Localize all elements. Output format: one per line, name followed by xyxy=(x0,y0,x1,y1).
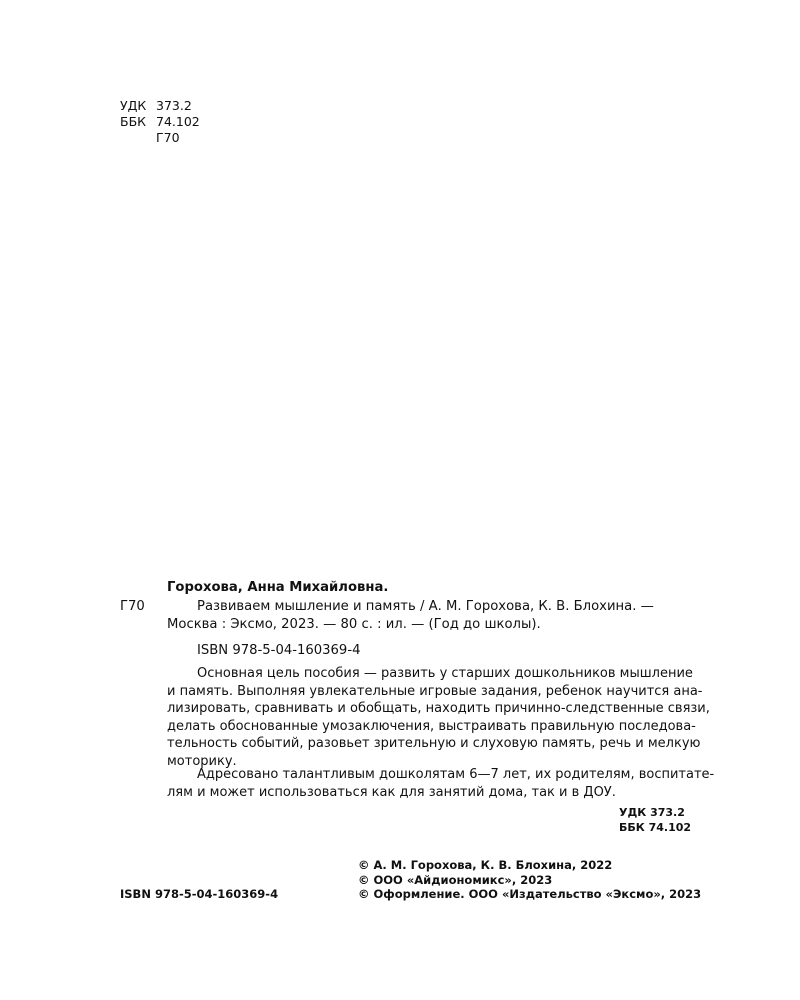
annotation-line: лям и может использоваться как для занятий дома, так и в ДОУ. xyxy=(167,784,616,800)
udk-value: 373.2 xyxy=(156,98,192,113)
annotation-paragraph-1 xyxy=(167,665,710,771)
footer-udk: УДК 373.2 xyxy=(619,806,685,819)
record-isbn: ISBN 978-5-04-160369-4 xyxy=(197,643,361,658)
annotation-line: моторику. xyxy=(167,753,237,769)
bbk-label: ББК xyxy=(120,114,147,129)
annotation-line: Основная цель пособия — развить у старших дошкольников мышление xyxy=(197,666,693,681)
bbk-row xyxy=(120,114,200,130)
record-description-line2: Москва : Эксмо, 2023. — 80 с. : ил. — (Год до школы). xyxy=(167,617,541,632)
record-code: Г70 xyxy=(120,599,145,614)
bbk-value: 74.102 xyxy=(156,114,200,129)
udk-row xyxy=(120,98,200,114)
record-description-line1: Развиваем мышление и память / А. М. Горохова, К. В. Блохина. — xyxy=(197,599,654,614)
annotation-paragraph-2 xyxy=(167,766,715,801)
annotation-line: лизировать, сравнивать и обобщать, находить причинно-следственные связи, xyxy=(167,701,710,717)
copyright-line: © ООО «Айдиономикс», 2023 xyxy=(358,872,553,887)
classification-block xyxy=(120,98,200,146)
footer-bbk: ББК 74.102 xyxy=(619,821,692,834)
copyright-block xyxy=(358,858,701,902)
annotation-line: и память. Выполняя увлекательные игровые задания, ребенок научится ана- xyxy=(167,683,703,699)
udk-label: УДК xyxy=(120,98,147,113)
annotation-line: Адресовано талантливым дошколятам 6—7 лет, их родителям, воспитате- xyxy=(197,767,715,782)
author-code: Г70 xyxy=(156,130,180,145)
author-code-row xyxy=(120,130,200,146)
copyright-line: © А. М. Горохова, К. В. Блохина, 2022 xyxy=(358,858,613,872)
footer-classification xyxy=(619,805,691,835)
annotation-line: делать обоснованные умозаключения, выстраивать правильную последова- xyxy=(167,718,696,734)
footer-isbn: ISBN 978-5-04-160369-4 xyxy=(120,887,279,901)
author-heading: Горохова, Анна Михайловна. xyxy=(167,580,389,595)
annotation-line: тельность событий, разовьет зрительную и слуховую память, речь и мелкую xyxy=(167,736,701,752)
copyright-line: © Оформление. ООО «Издательство «Эксмо», 2023 xyxy=(358,887,702,901)
